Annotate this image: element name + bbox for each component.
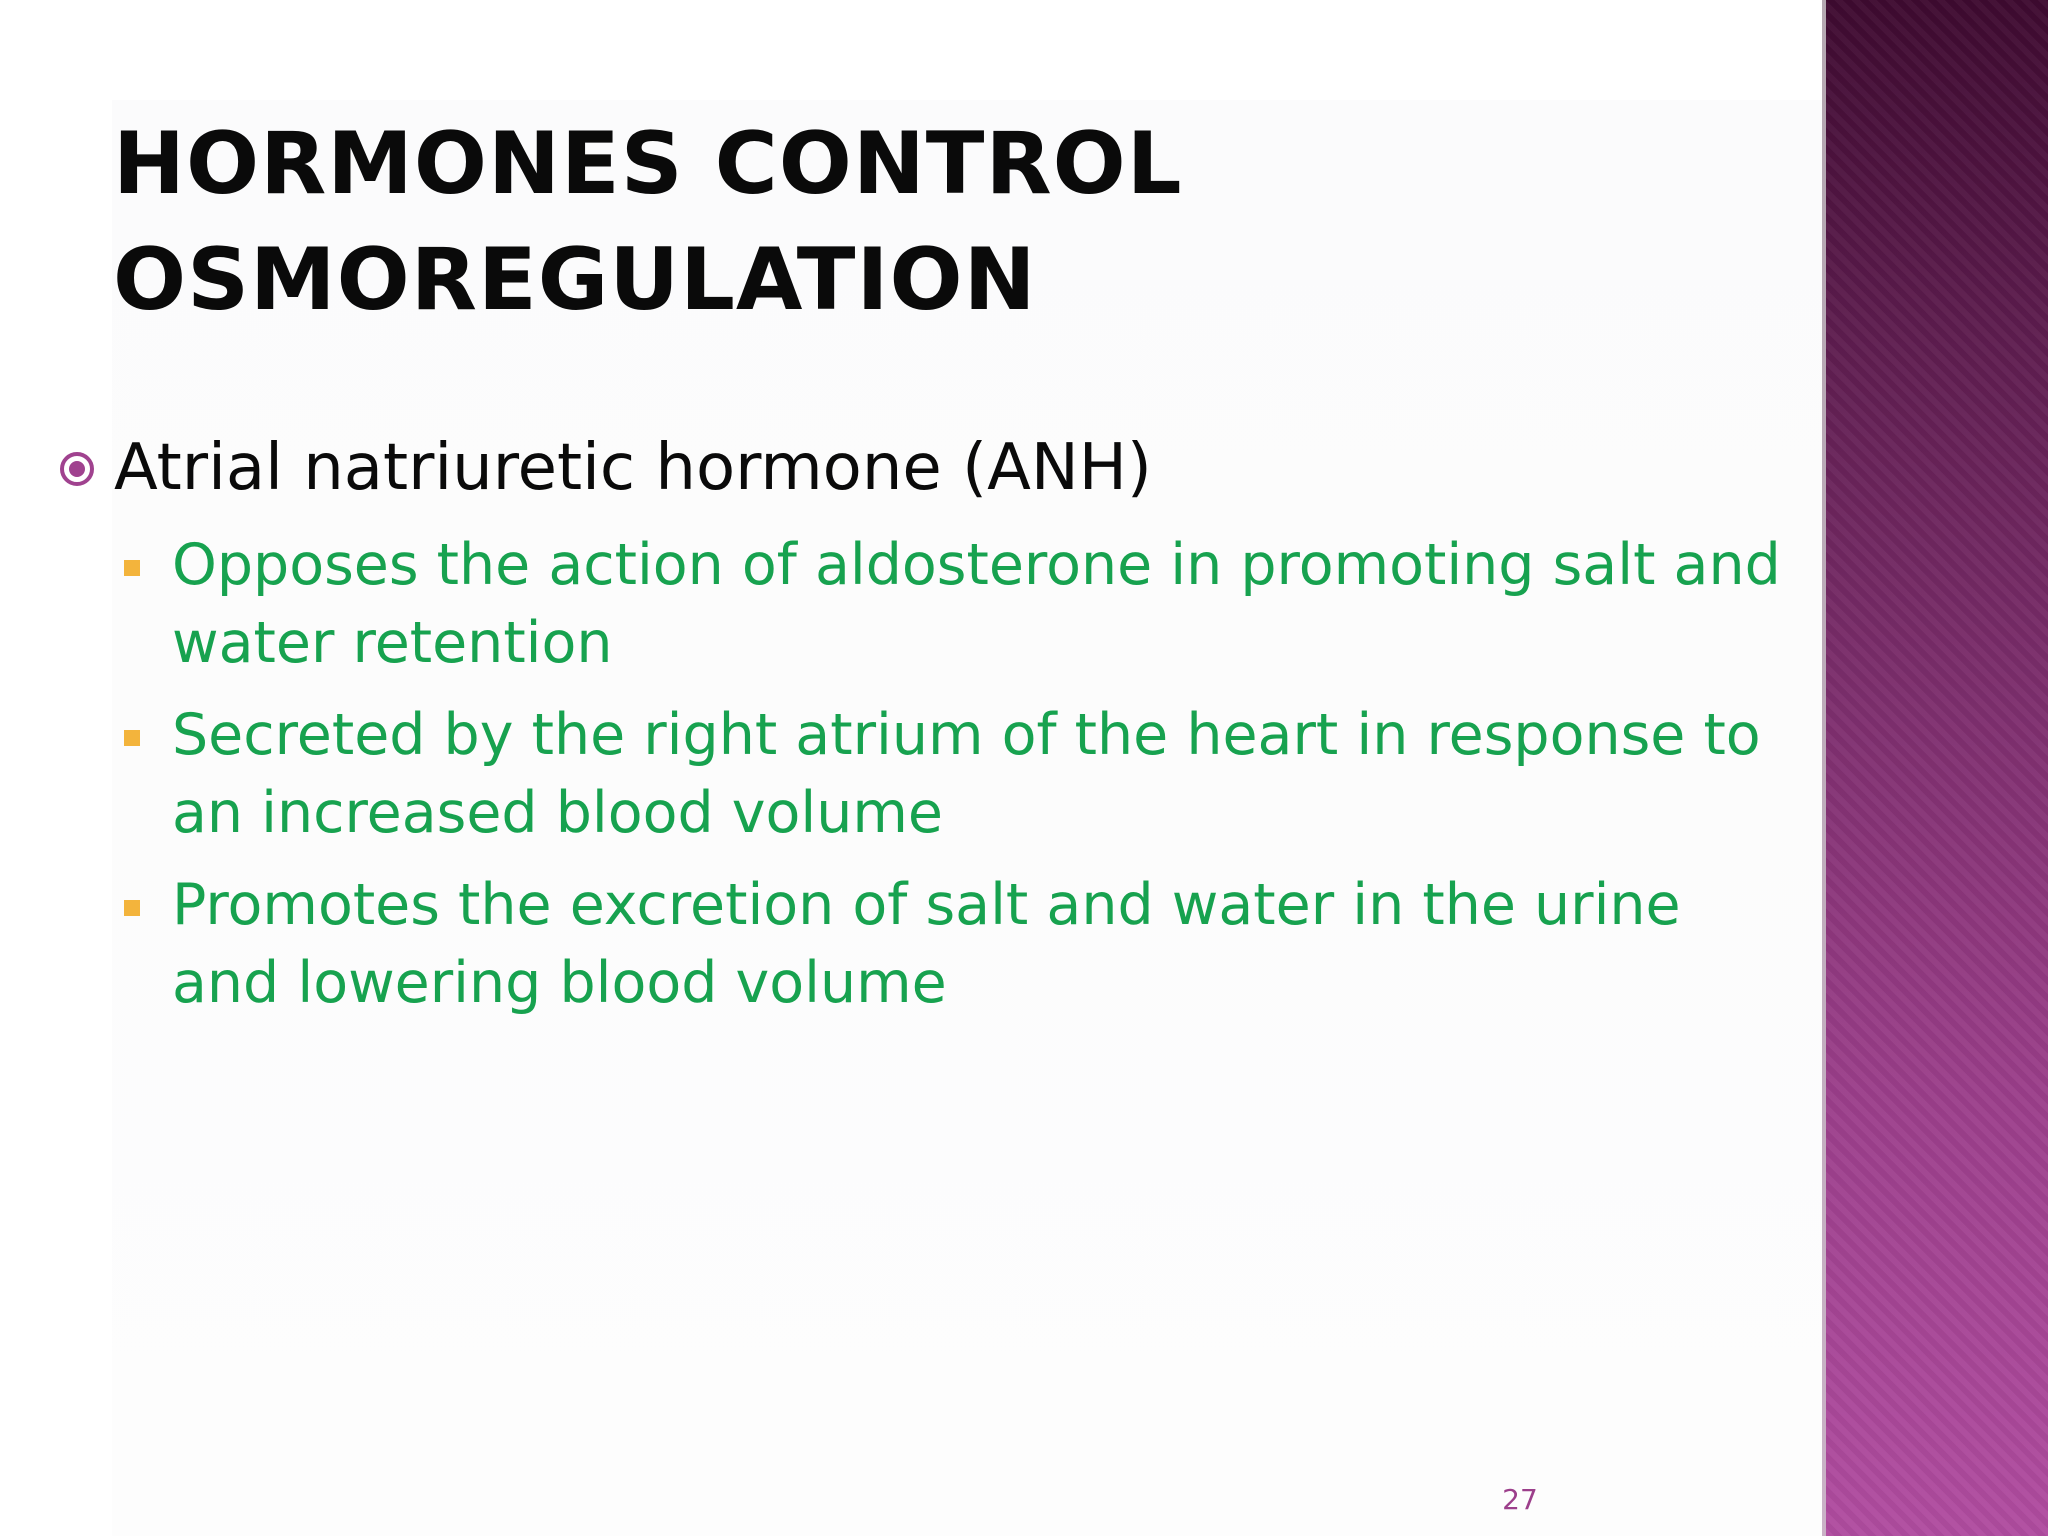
subbullet-1-text	[172, 526, 1832, 682]
circled-dot-icon	[58, 450, 96, 488]
subbullet-3-line-2: and lowering blood volume	[172, 950, 947, 1016]
accent-band	[1826, 0, 2048, 1536]
square-bullet-icon	[124, 730, 140, 746]
bullet-anh	[58, 428, 1798, 508]
square-bullet-icon	[124, 900, 140, 916]
subbullet-2-line-2: an increased blood volume	[172, 780, 943, 846]
slide-title-line-1: HORMONES CONTROL	[113, 114, 1183, 214]
subbullet-2-line-1: Secreted by the right atrium of the heart in response to	[172, 702, 1761, 768]
subbullet-2-text	[172, 696, 1832, 852]
slide-title-line-2: OSMOREGULATION	[113, 230, 1037, 330]
subbullet-3-line-1: Promotes the excretion of salt and water in the urine	[172, 872, 1681, 938]
square-bullet-icon	[124, 560, 140, 576]
subbullet-3-text	[172, 866, 1832, 1022]
slide-title	[113, 106, 1713, 338]
subbullet-1-line-1: Opposes the action of aldosterone in promoting salt and	[172, 532, 1781, 598]
slide-number: 27	[1502, 1483, 1538, 1516]
bullet-anh-text: Atrial natriuretic hormone (ANH)	[114, 431, 1152, 505]
subbullet-1-line-2: water retention	[172, 610, 613, 676]
